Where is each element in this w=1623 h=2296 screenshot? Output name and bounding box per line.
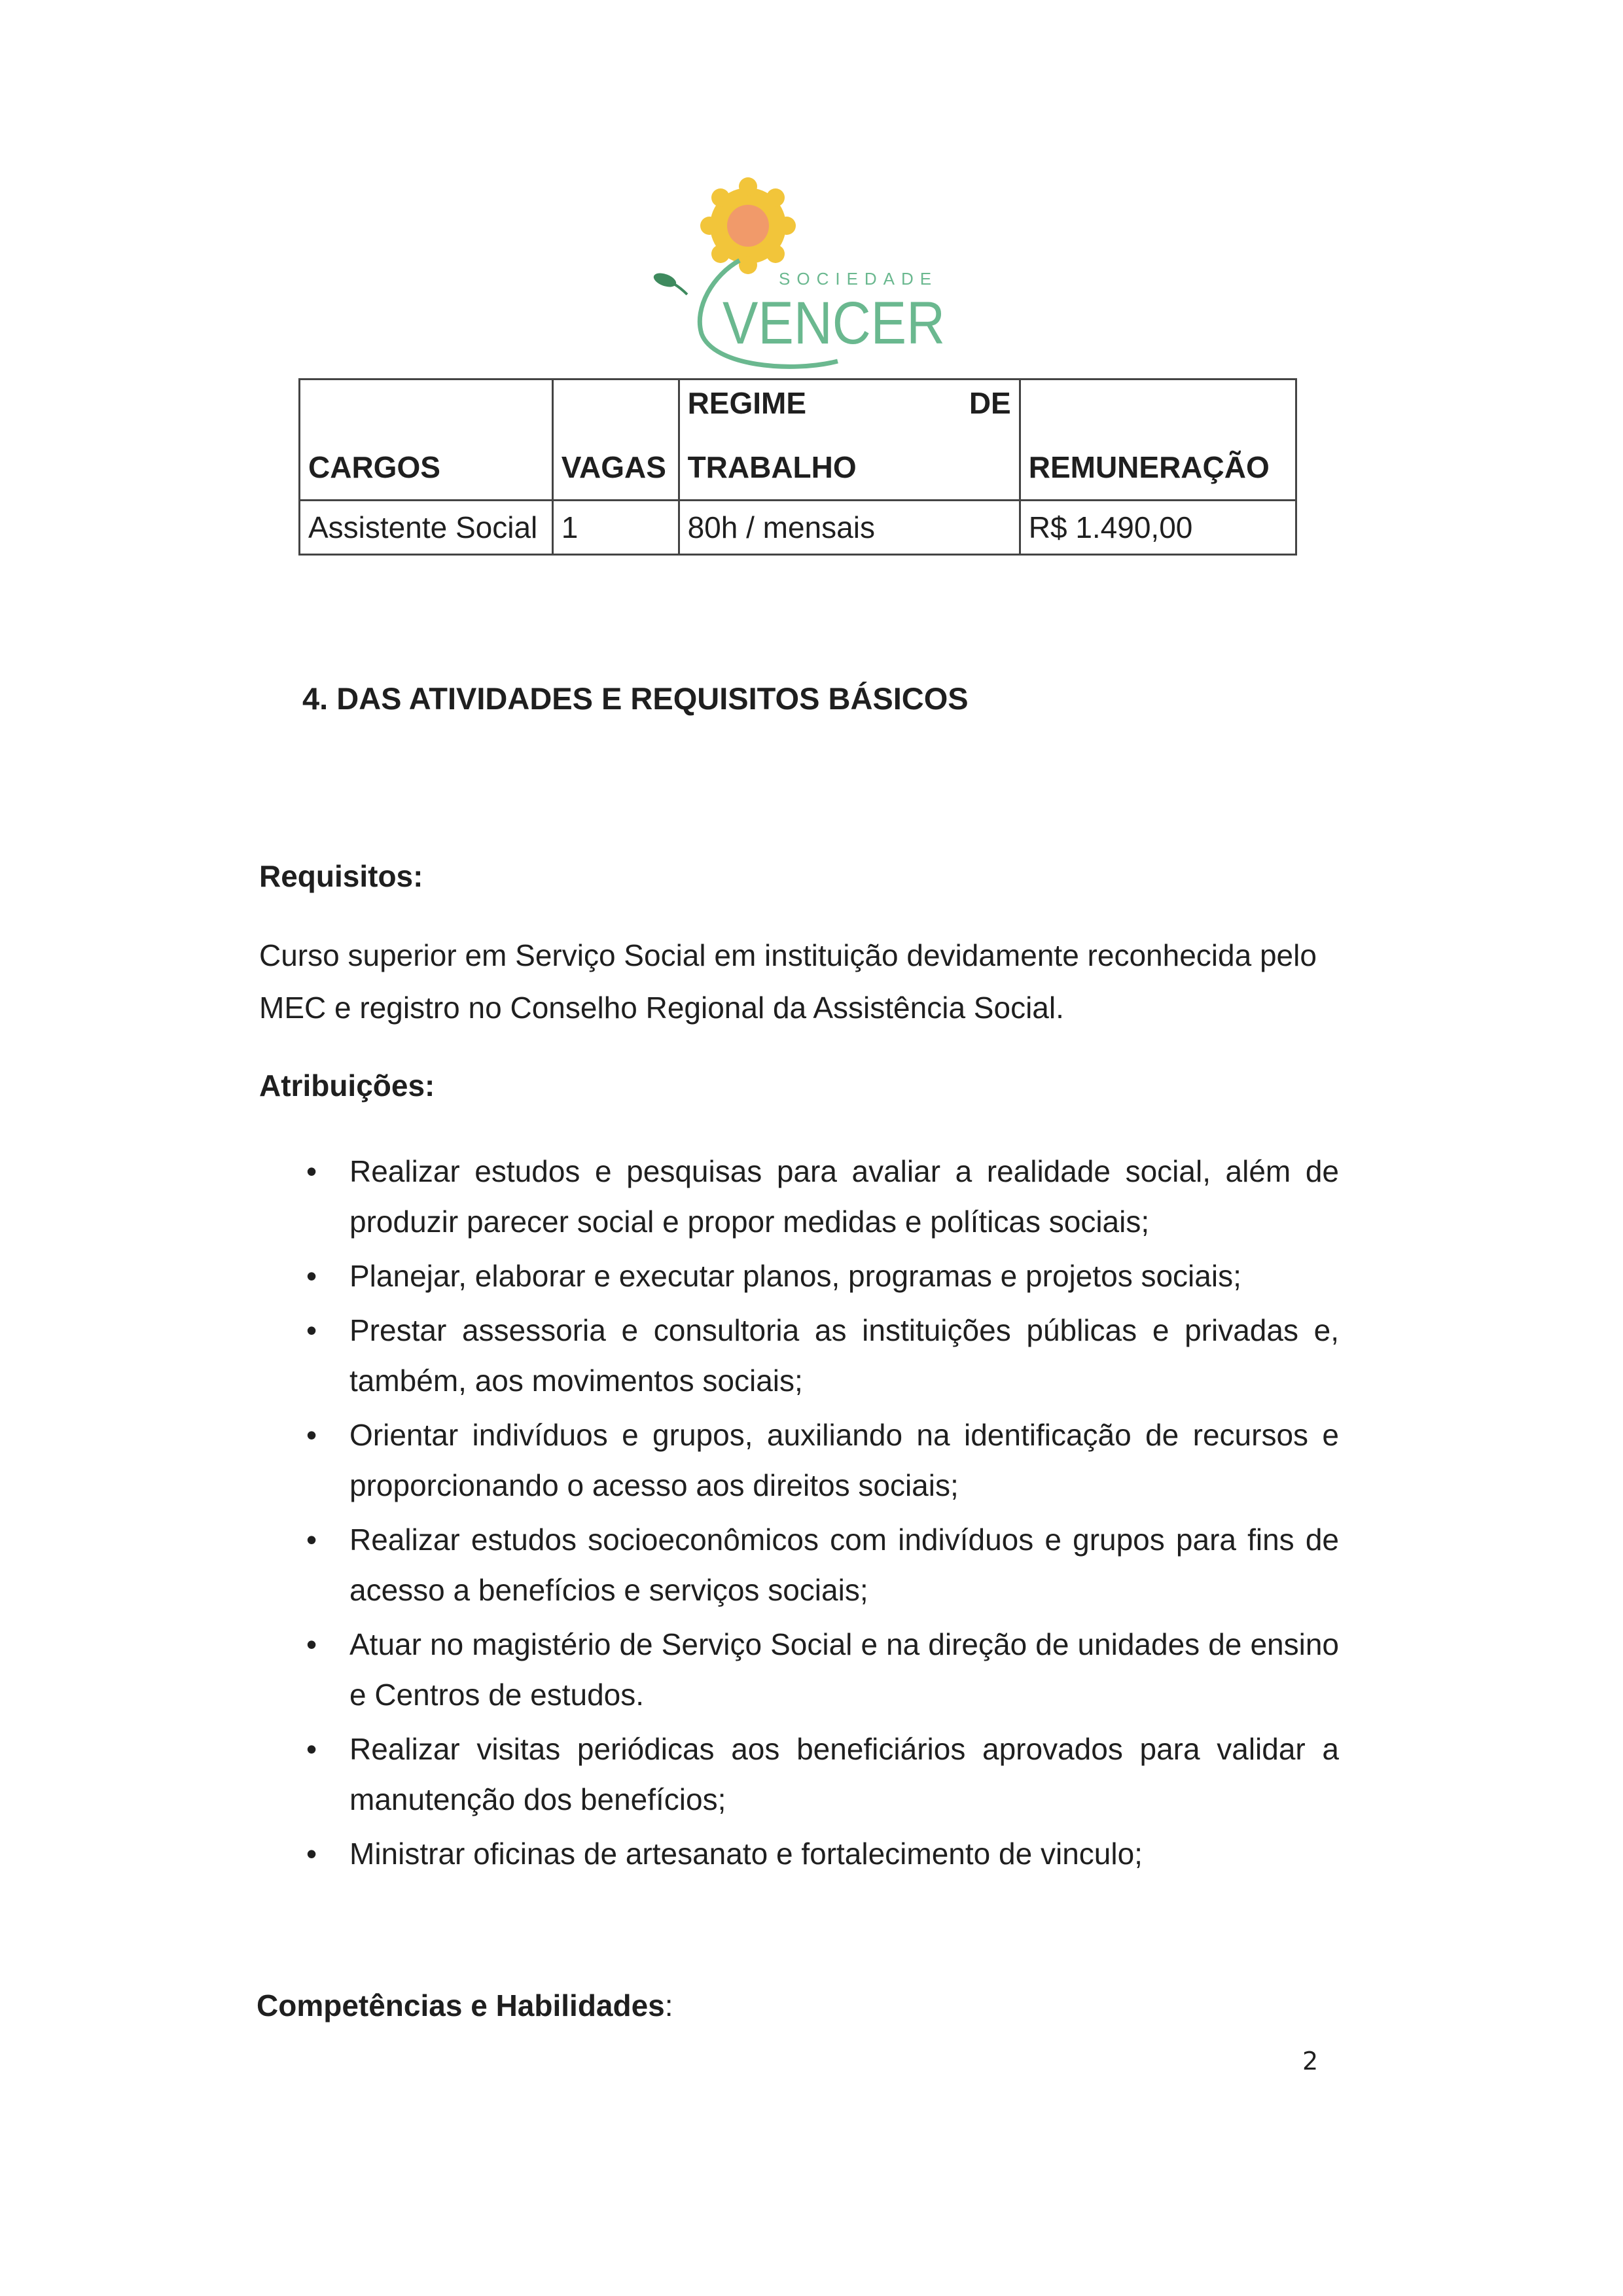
list-item: [298, 1146, 1339, 1247]
bullet-icon: •: [306, 1313, 317, 1347]
requisitos-heading-text: Requisitos: [259, 859, 414, 893]
requisitos-heading: [259, 858, 423, 894]
bullet-icon: •: [306, 1523, 317, 1557]
list-item: [298, 1619, 1339, 1720]
header-regime: [679, 380, 1020, 501]
requisitos-heading-colon: :: [413, 859, 423, 893]
list-item-text: Atuar no magistério de Serviço Social e na direção de unidades de ensino e Centros de estudos.: [349, 1627, 1339, 1712]
list-item: [298, 1515, 1339, 1616]
list-item: [298, 1305, 1339, 1406]
cell-cargo: Assistente Social: [300, 501, 553, 555]
list-item-text: Ministrar oficinas de artesanato e fortalecimento de vinculo;: [349, 1837, 1143, 1871]
atribuicoes-heading: [259, 1068, 435, 1103]
page-number: 2: [1302, 2047, 1319, 2075]
atribuicoes-heading-text: Atribuições: [259, 1069, 425, 1103]
logo-main-text: VENCER: [722, 290, 945, 357]
list-item-text: Realizar visitas periódicas aos beneficiários aprovados para validar a manutenção dos benefícios;: [349, 1732, 1339, 1816]
section-title: 4. DAS ATIVIDADES E REQUISITOS BÁSICOS: [302, 681, 969, 716]
table-header-row: [300, 380, 1296, 501]
table-row: [300, 501, 1296, 555]
competencias-heading-colon: :: [664, 1988, 673, 2022]
header-trabalho-word: TRABALHO: [687, 450, 857, 484]
logo-top-text: SOCIEDADE: [779, 269, 938, 289]
atribuicoes-list: [298, 1146, 1339, 1883]
atribuicoes-heading-colon: :: [425, 1069, 435, 1103]
list-item-text: Orientar indivíduos e grupos, auxiliando na identificação de recursos e proporcionando o acesso aos direitos sociais;: [349, 1418, 1339, 1502]
list-item: [298, 1251, 1339, 1301]
bullet-icon: •: [306, 1418, 317, 1452]
cell-remuneracao: R$ 1.490,00: [1020, 501, 1296, 555]
logo-graphic: [641, 177, 955, 373]
bullet-icon: •: [306, 1154, 317, 1188]
leaf-icon: [652, 270, 687, 294]
list-item-text: Planejar, elaborar e executar planos, programas e projetos sociais;: [349, 1259, 1241, 1293]
sun-icon: [700, 177, 796, 274]
header-regime-word: REGIME: [687, 386, 807, 420]
sociedade-vencer-logo: [641, 177, 955, 373]
list-item: [298, 1829, 1339, 1879]
list-item-text: Realizar estudos socioeconômicos com indivíduos e grupos para fins de acesso a benefícios e serviços sociais;: [349, 1523, 1339, 1607]
bullet-icon: •: [306, 1837, 317, 1871]
header-vagas: VAGAS: [552, 380, 679, 501]
bullet-icon: •: [306, 1732, 317, 1766]
bullet-icon: •: [306, 1627, 317, 1661]
cell-regime: 80h / mensais: [679, 501, 1020, 555]
list-item-text: Realizar estudos e pesquisas para avaliar a realidade social, além de produzir parecer social e propor medidas e políticas sociais;: [349, 1154, 1339, 1239]
header-cargos: CARGOS: [300, 380, 553, 501]
cell-vagas: 1: [552, 501, 679, 555]
competencias-heading: [257, 1988, 673, 2023]
requisitos-text: Curso superior em Serviço Social em instituição devidamente reconhecida pelo MEC e registro no Conselho Regional da Assistência Social.: [259, 938, 1317, 1025]
list-item: [298, 1410, 1339, 1511]
header-de-word: DE: [969, 386, 1011, 420]
bullet-icon: •: [306, 1259, 317, 1293]
header-remuneracao: REMUNERAÇÃO: [1020, 380, 1296, 501]
list-item-text: Prestar assessoria e consultoria as instituições públicas e privadas e, também, aos movimentos sociais;: [349, 1313, 1339, 1398]
list-item: [298, 1724, 1339, 1825]
vacancy-table: [298, 378, 1297, 556]
competencias-heading-text: Competências e Habilidades: [257, 1988, 665, 2022]
